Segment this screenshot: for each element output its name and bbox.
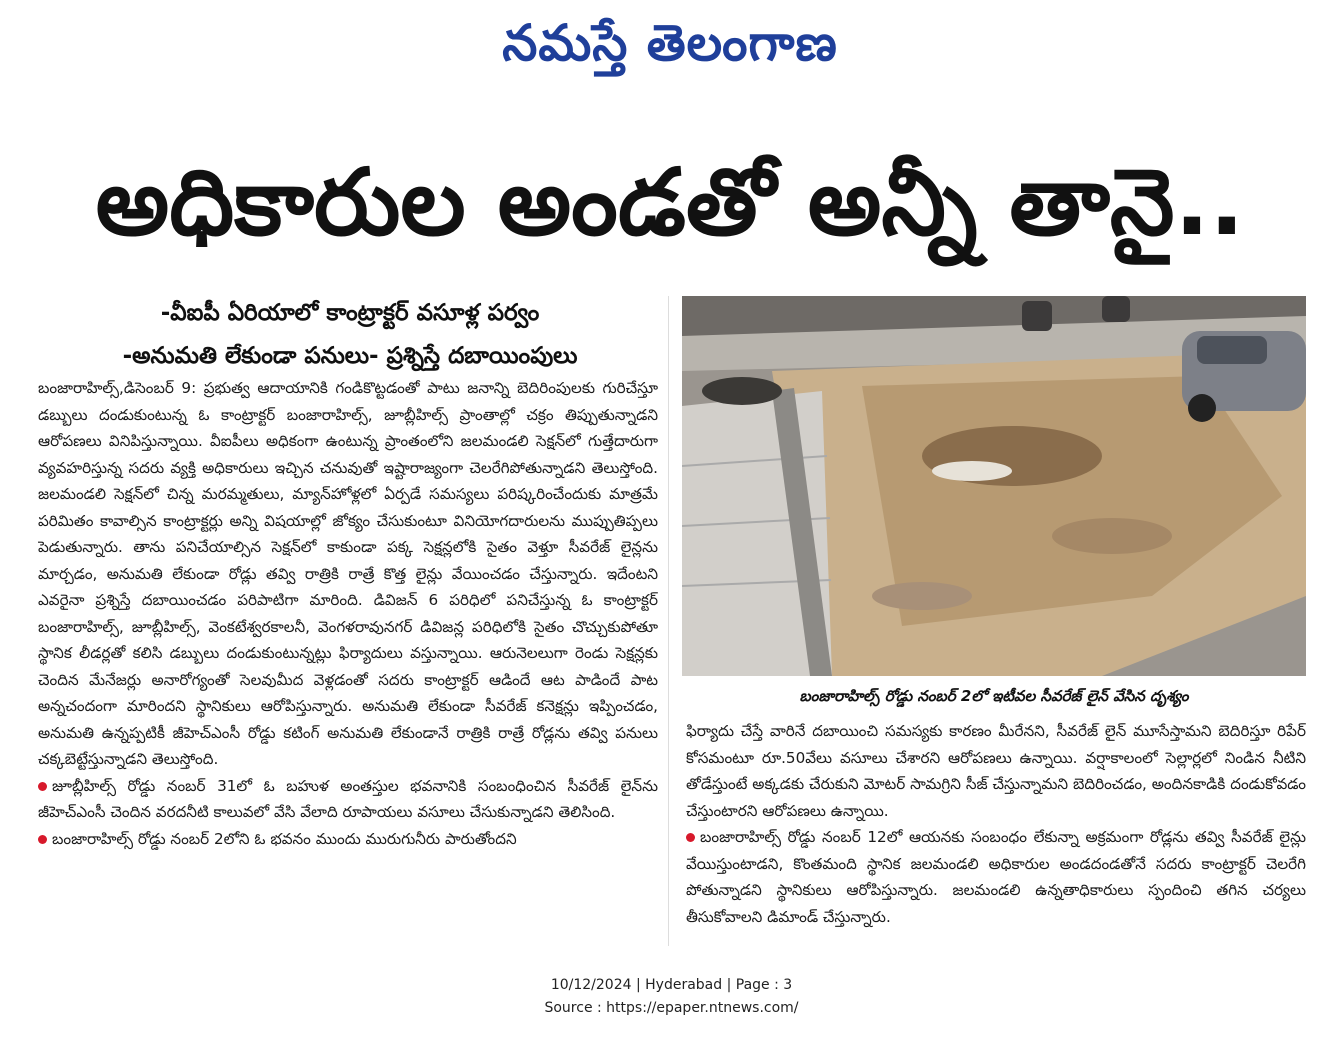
article-bullet-item [38, 826, 658, 853]
column-divider [668, 296, 669, 946]
article-bullet-item [38, 773, 658, 826]
subhead-2: -అనుమతి లేకుండా పనులు- ప్రశ్నిస్తే దబాయింపులు [122, 343, 578, 369]
news-photo [682, 296, 1306, 676]
dug-road-photo-illustration [682, 296, 1306, 676]
bullet-icon [686, 833, 695, 842]
article-column-left [38, 375, 658, 947]
bullet-text: బంజారాహిల్స్ రోడ్డు నంబర్ 12లో ఆయనకు సంబంధం లేకున్నా అక్రమంగా రోడ్లను తవ్వి సీవరేజ్ లైన్లు వేయిస్తుంటాడని, కొంతమంది స్థానిక జలమండలి అధికారుల అండదండతోనే సదరు కాంట్రాక్టర్ చెలరేగి పోతున్నాడని స్థానికులు ఆరోపిస్తున్నారు. జలమండలి ఉన్నతాధికారులు స్పందించి తగిన చర్యలు తీసుకోవాలని డిమాండ్ చేస్తున్నారు. [686, 828, 1306, 926]
bullet-icon [38, 835, 47, 844]
subhead-1: -వీఐపీ ఏరియాలో కాంట్రాక్టర్ వసూళ్ల పర్వం [160, 300, 540, 326]
article-column-right [686, 718, 1306, 948]
headline: అధికారుల అండతో అన్నీ తానై.. [95, 149, 1245, 256]
photo-caption: బంజారాహిల్స్ రోడ్డు నంబర్ 2లో ఇటీవల సీవరేజ్ లైన్ వేసిన దృశ్యం [799, 687, 1189, 705]
bullet-icon [38, 782, 47, 791]
article-bullet-item [686, 824, 1306, 930]
bullet-text: జూబ్లీహిల్స్ రోడ్డు నంబర్ 31లో ఓ బహుళ అంతస్తుల భవనానికి సంబంధించిన సీవరేజ్ లైన్‌ను జీహెచ్‌ఎంసీ చెందిన వరదనీటి కాలువలో వేసి వేలాది రూపాయలు వసూలు చేసుకున్నాడని తెలిసింది. [38, 776, 658, 821]
article-paragraph: ఫిర్యాదు చేస్తే వారినే దబాయించి సమస్యకు కారణం మీరేనని, సీవరేజ్ లైన్ మూసేస్తామని బెదిరిస్తూ రిపేర్ కోసమంటూ రూ.50వేలు వసూలు చేశారని ఆరోపణలు ఉన్నాయి. వర్షాకాలంలో సెల్లార్లలో నిండిన నీటిని తోడేస్తుంటే అక్కడకు చేరుకుని మోటర్ సామగ్రిని సీజ్ చేస్తున్నామని బెదిరించడం, అందినకాడికి దండుకోవడం చేస్తుంటారని ఆరోపణలు ఉన్నాయి. [686, 722, 1306, 820]
footer-date-line: 10/12/2024 | Hyderabad | Page : 3 [550, 977, 793, 993]
footer-source-line: Source : https://epaper.ntnews.com/ [544, 1000, 799, 1016]
masthead-logo: నమస్తే తెలంగాణ [502, 14, 838, 72]
bullet-text: బంజారాహిల్స్ రోడ్డు నంబర్ 2లోని ఓ భవనం ముందు మురుగునీరు పారుతోందని [52, 829, 517, 848]
article-paragraph: బంజారాహిల్స్,డిసెంబర్ 9: ప్రభుత్వ ఆదాయానికి గండికొట్టడంతో పాటు జనాన్ని బెదిరింపులకు గురిచేస్తూ డబ్బులు దండుకుంటున్న ఓ కాంట్రాక్టర్ బంజారాహిల్స్, జూబ్లీహిల్స్ ప్రాంతాల్లో చక్రం తిప్పుతున్నాడని ఆరోపణలు వినిపిస్తున్నాయి. వీఐపీలు అధికంగా ఉంటున్న ప్రాంతంలోని జలమండలి సెక్షన్‌లో గుత్తేదారుగా వ్యవహరిస్తున్న సదరు వ్యక్తి అధికారులు ఇచ్చిన చనువుతో ఇష్టారాజ్యంగా చెలరేగిపోతున్నాడని తెలుస్తోంది. జలమండలి సెక్షన్‌లో చిన్న మరమ్మతులు, మ్యాన్‌హోళ్లలో ఏర్పడే సమస్యలు పరిష్కరించేందుకు మాత్రమే పరిమితం కావాల్సిన కాంట్రాక్టర్లు అన్ని విషయాల్లో జోక్యం చేసుకుంటూ వినియోగదారులను ముప్పుతిప్పలు పెడుతున్నారు. తాను పనిచేయాల్సిన సెక్షన్‌లో కాకుండా పక్క సెక్షన్లలోకి సైతం వెళ్తూ సీవరేజ్ లైన్లను మార్చడం, అనుమతి లేకుండా రోడ్లు తవ్వి రాత్రికి రాత్రే కొత్త లైన్లు వేయించడం చేస్తున్నారు. ఇదేంటని ఎవరైనా ప్రశ్నిస్తే దబాయించడం పరిపాటిగా మారింది. డివిజన్ 6 పరిధిలో పనిచేస్తున్న ఓ కాంట్రాక్టర్ బంజారాహిల్స్, జూబ్లీహిల్స్, వెంకటేశ్వరకాలనీ, వెంగళరావునగర్ డివిజన్ల పరిధిలోకి సైతం చొచ్చుకుపోతూ స్థానిక లీడర్లతో కలిసి డబ్బులు దండుకుంటున్నట్లు ఫిర్యాదులు వస్తున్నాయి. ఆరునెలలుగా రెండు సెక్షన్లకు చెందిన మేనేజర్లు అనారోగ్యంతో సెలవుమీద వెళ్లడంతో సదరు కాంట్రాక్టర్ ఆడిందే ఆట పాడిందే పాట అన్నచందంగా మారిందని స్థానికులు ఆరోపిస్తున్నారు. అనుమతి లేకుండా సీవరేజ్ కనెక్షన్లు ఇప్పించడం, అనుమతి ఉన్నప్పటికీ జీహెచ్‌ఎంసీ రోడ్డు కటింగ్ అనుమతి లేకుండానే రాత్రికి రాత్రే రోడ్లను తవ్వి పనులు చక్కబెట్టేస్తున్నాడని తెలుస్తోంది. [38, 379, 658, 768]
